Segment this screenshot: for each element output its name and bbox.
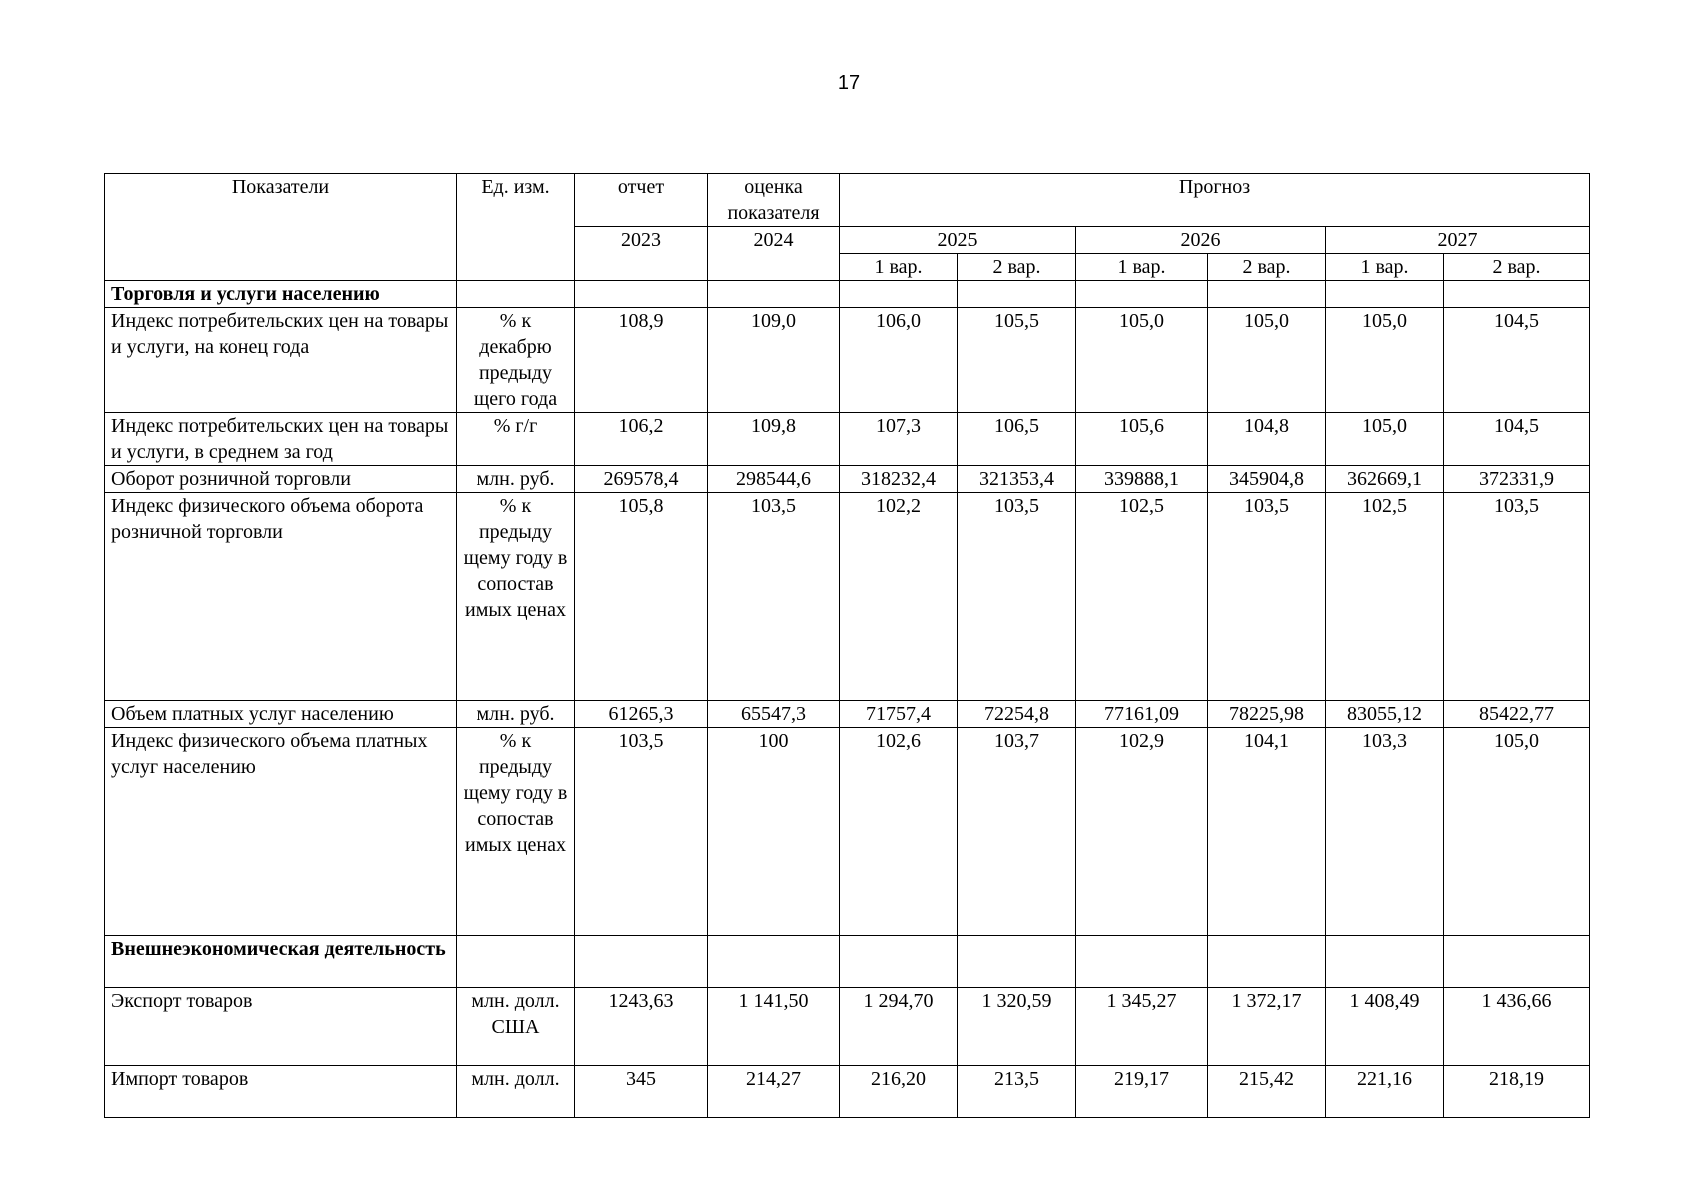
table-row [105,493,1590,701]
value-cell: 214,27 [708,1066,840,1118]
value-cell [1444,936,1590,988]
header-year: 2027 [1326,227,1590,254]
value-cell [575,281,708,308]
value-cell: 1 345,27 [1076,988,1208,1066]
value-cell: 109,8 [708,413,840,466]
value-cell: 100 [708,728,840,936]
value-cell: 105,0 [1326,308,1444,413]
value-cell: 1 141,50 [708,988,840,1066]
indicator-name: Торговля и услуги населению [105,281,457,308]
value-cell [1326,936,1444,988]
value-cell: 105,8 [575,493,708,701]
table-row [105,1066,1590,1118]
value-cell: 108,9 [575,308,708,413]
header-variant: 2 вар. [1208,254,1326,281]
value-cell [708,281,840,308]
header-year: 2025 [840,227,1076,254]
indicator-name: Индекс потребительских цен на товары и услуги, на конец года [105,308,457,413]
value-cell [1208,936,1326,988]
indicator-name: Индекс физического объема платных услуг населению [105,728,457,936]
value-cell [1444,281,1590,308]
value-cell [1076,936,1208,988]
value-cell: 218,19 [1444,1066,1590,1118]
table-row [105,936,1590,988]
value-cell: 105,0 [1076,308,1208,413]
value-cell: 372331,9 [1444,466,1590,493]
value-cell: 109,0 [708,308,840,413]
value-cell: 72254,8 [958,701,1076,728]
unit-cell: млн. руб. [457,701,575,728]
indicator-name: Экспорт товаров [105,988,457,1066]
value-cell: 77161,09 [1076,701,1208,728]
value-cell: 104,5 [1444,413,1590,466]
value-cell: 106,0 [840,308,958,413]
header-variant: 1 вар. [840,254,958,281]
value-cell [958,936,1076,988]
value-cell [840,281,958,308]
table-row [105,281,1590,308]
value-cell [708,936,840,988]
value-cell: 345 [575,1066,708,1118]
value-cell: 219,17 [1076,1066,1208,1118]
value-cell: 1 320,59 [958,988,1076,1066]
value-cell [1326,281,1444,308]
header-variant: 1 вар. [1076,254,1208,281]
value-cell: 104,1 [1208,728,1326,936]
value-cell [1208,281,1326,308]
table-header [105,174,1590,281]
unit-cell: % к предыду щему году в сопостав имых ценах [457,728,575,936]
forecast-table [104,173,1590,1118]
value-cell: 61265,3 [575,701,708,728]
header-forecast: Прогноз [840,174,1590,227]
value-cell: 104,5 [1444,308,1590,413]
value-cell: 103,7 [958,728,1076,936]
value-cell: 345904,8 [1208,466,1326,493]
table-body [105,281,1590,1118]
value-cell: 102,6 [840,728,958,936]
value-cell: 107,3 [840,413,958,466]
value-cell: 1 294,70 [840,988,958,1066]
indicator-name: Объем платных услуг населению [105,701,457,728]
value-cell: 318232,4 [840,466,958,493]
value-cell: 216,20 [840,1066,958,1118]
value-cell: 78225,98 [1208,701,1326,728]
header-variant: 2 вар. [1444,254,1590,281]
unit-cell: млн. долл. США [457,988,575,1066]
header-estimate: оценка показателя [708,174,840,227]
value-cell: 71757,4 [840,701,958,728]
value-cell: 269578,4 [575,466,708,493]
header-year: 2026 [1076,227,1326,254]
header-year: 2024 [708,227,840,281]
value-cell: 103,5 [1444,493,1590,701]
indicator-name: Внешнеэкономическая деятельность [105,936,457,988]
value-cell: 1243,63 [575,988,708,1066]
header-unit: Ед. изм. [457,174,575,281]
value-cell [840,936,958,988]
value-cell: 102,9 [1076,728,1208,936]
value-cell: 105,0 [1326,413,1444,466]
header-report: отчет [575,174,708,227]
table-row [105,308,1590,413]
value-cell: 85422,77 [1444,701,1590,728]
unit-cell [457,936,575,988]
table-row [105,701,1590,728]
value-cell: 1 372,17 [1208,988,1326,1066]
value-cell: 83055,12 [1326,701,1444,728]
value-cell: 106,2 [575,413,708,466]
value-cell: 105,5 [958,308,1076,413]
value-cell: 103,5 [575,728,708,936]
unit-cell: % к декабрю предыду щего года [457,308,575,413]
table-row [105,728,1590,936]
value-cell: 106,5 [958,413,1076,466]
value-cell: 104,8 [1208,413,1326,466]
value-cell: 298544,6 [708,466,840,493]
value-cell: 362669,1 [1326,466,1444,493]
indicator-name: Оборот розничной торговли [105,466,457,493]
unit-cell: % к предыду щему году в сопостав имых ценах [457,493,575,701]
value-cell: 103,5 [958,493,1076,701]
unit-cell: млн. руб. [457,466,575,493]
page-number: 17 [837,72,861,94]
value-cell: 1 408,49 [1326,988,1444,1066]
table-row [105,466,1590,493]
value-cell: 102,5 [1076,493,1208,701]
value-cell: 103,5 [1208,493,1326,701]
header-indicator: Показатели [105,174,457,281]
value-cell: 105,0 [1208,308,1326,413]
value-cell: 1 436,66 [1444,988,1590,1066]
value-cell: 102,5 [1326,493,1444,701]
value-cell: 65547,3 [708,701,840,728]
unit-cell: млн. долл. [457,1066,575,1118]
value-cell: 105,6 [1076,413,1208,466]
value-cell: 215,42 [1208,1066,1326,1118]
value-cell: 103,3 [1326,728,1444,936]
header-variant: 1 вар. [1326,254,1444,281]
indicator-name: Индекс физического объема оборота розничной торговли [105,493,457,701]
value-cell: 103,5 [708,493,840,701]
value-cell [958,281,1076,308]
table-row [105,988,1590,1066]
indicator-name: Индекс потребительских цен на товары и услуги, в среднем за год [105,413,457,466]
unit-cell [457,281,575,308]
value-cell: 221,16 [1326,1066,1444,1118]
unit-cell: % г/г [457,413,575,466]
value-cell: 339888,1 [1076,466,1208,493]
indicator-name: Импорт товаров [105,1066,457,1118]
value-cell: 102,2 [840,493,958,701]
value-cell: 321353,4 [958,466,1076,493]
value-cell: 213,5 [958,1066,1076,1118]
value-cell [1076,281,1208,308]
header-year: 2023 [575,227,708,281]
value-cell: 105,0 [1444,728,1590,936]
table-row [105,413,1590,466]
value-cell [575,936,708,988]
header-variant: 2 вар. [958,254,1076,281]
